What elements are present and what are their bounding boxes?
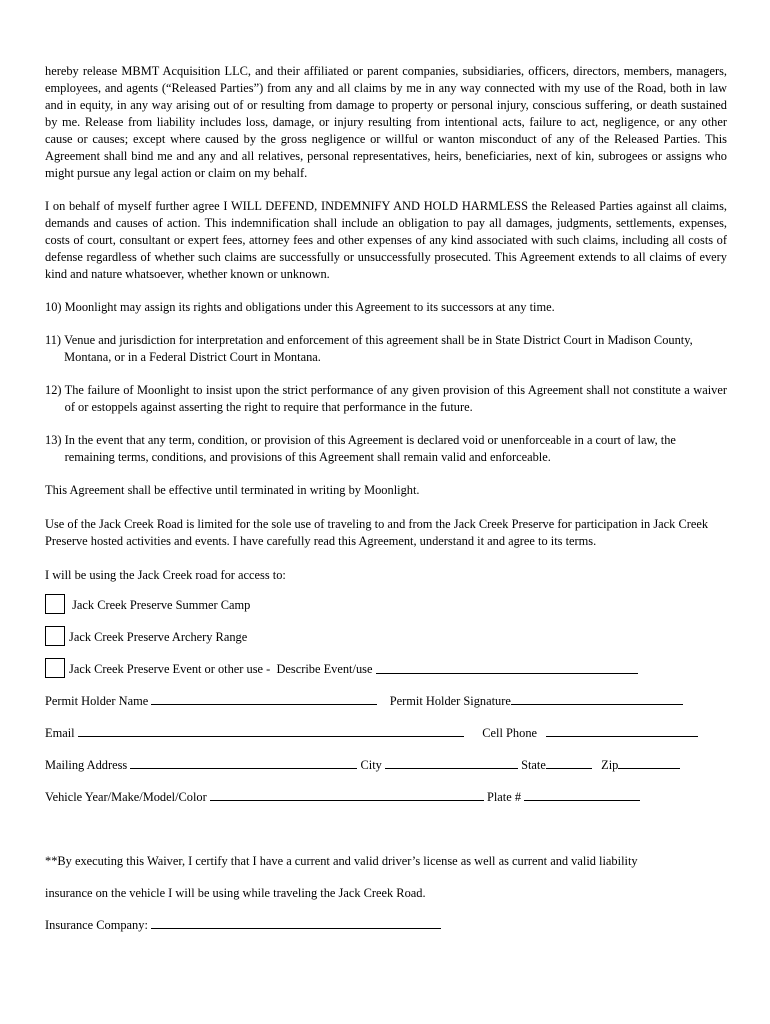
mailing-address-label: Mailing Address [45,758,128,772]
event-description-blank[interactable] [376,661,638,674]
permit-holder-row [45,692,727,710]
zip-blank[interactable] [618,756,680,769]
certify-line-1: **By executing this Waiver, I certify that I have a current and valid driver’s license as well as current and valid liability [45,854,638,868]
option-archery-range [45,629,727,646]
state-label: State [521,758,546,772]
state-blank[interactable] [546,756,592,769]
permit-holder-signature-label: Permit Holder Signature [389,694,511,708]
summer-camp-checkbox[interactable] [45,594,65,614]
waiver-page [45,63,727,934]
option-summer-camp [45,597,727,614]
plate-blank[interactable] [524,788,640,801]
email-label: Email [45,726,75,740]
vehicle-row [45,788,727,806]
option-label: Jack Creek Preserve Archery Range [69,630,248,644]
plate-label: Plate # [486,790,522,804]
vehicle-blank[interactable] [210,788,484,801]
certify-line-2: insurance on the vehicle I will be using while traveling the Jack Creek Road. [45,886,426,900]
clause-text: Moonlight may assign its rights and obligations under this Agreement to its successors at any time. [64,300,555,314]
archery-range-checkbox[interactable] [45,626,65,646]
clause-text: Venue and jurisdiction for interpretation and enforcement of this agreement shall be in State District Court in Madison County, Montana, or in a Federal District Court in Montana. [64,333,693,364]
permit-holder-name-label: Permit Holder Name [45,694,149,708]
cell-phone-label: Cell Phone [482,726,538,740]
city-blank[interactable] [385,756,518,769]
option-label: Jack Creek Preserve Summer Camp [69,598,251,612]
zip-label: Zip [601,758,619,772]
event-checkbox[interactable] [45,658,65,678]
address-row [45,756,727,774]
clause-number: 12) [45,383,65,397]
permit-holder-name-blank[interactable] [151,692,377,705]
email-row [45,724,727,742]
release-paragraph: hereby release MBMT Acquisition LLC, and their affiliated or parent companies, subsidiaries, officers, directors, members, managers, employees, and agents (“Released Parties”) from any and all claims by me in any way connected with my use of the Road, both in law and in equity, in any way arising out of or resulting from damage to property or personal injury, conscious suffering, or death sustained by me. Release from liability includes loss, damage, or injury resulting from intentional acts, failure to act, negligence, or any other cause or causes; except where caused by the gross negligence or willful or wanton misconduct of any of the Released Parties. This Agreement shall bind me and any and all relatives, personal representatives, heirs, beneficiaries, next of kin, subrogees or assigns who might pursue any legal action or claim on my behalf. [45,64,727,180]
access-prompt: I will be using the Jack Creek road for access to: [45,568,286,582]
clause-text: In the event that any term, condition, or provision of this Agreement is declared void or unenforceable in a court of law, the remaining terms, conditions, and provisions of this Agreement shall remain valid and enforceable. [64,433,676,464]
use-statement: Use of the Jack Creek Road is limited for the sole use of traveling to and from the Jack Creek Preserve for participation in Jack Creek Preserve hosted activities and events. I have carefully read this Agreement, understand it and agree to its terms. [45,517,709,548]
option-label: Jack Creek Preserve Event or other use - Describe Event/use [69,662,373,676]
clause-13 [45,432,727,466]
vehicle-label: Vehicle Year/Make/Model/Color [45,790,207,804]
clause-number: 10) [45,300,65,314]
email-blank[interactable] [78,724,464,737]
city-label: City [360,758,382,772]
insurance-row [45,916,727,934]
clause-10 [45,299,727,316]
clause-text: The failure of Moonlight to insist upon the strict performance of any given provision of this Agreement shall not constitute a waiver of or estoppels against asserting the right to require that performance in the future. [64,383,727,414]
mailing-address-blank[interactable] [130,756,357,769]
clause-11 [45,332,727,366]
effective-statement: This Agreement shall be effective until terminated in writing by Moonlight. [45,483,420,497]
insurance-company-blank[interactable] [151,916,441,929]
cell-phone-blank[interactable] [546,724,698,737]
clause-number: 13) [45,433,65,447]
clause-number: 11) [45,333,65,347]
permit-holder-signature-blank[interactable] [511,692,683,705]
clause-12 [45,382,727,416]
indemnify-paragraph: I on behalf of myself further agree I WILL DEFEND, INDEMNIFY AND HOLD HARMLESS the Released Parties against all claims, demands and causes of action. This indemnification shall include an obligation to pay all damages, judgments, settlements, expenses, costs of court, consultant or expert fees, attorney fees and other expenses of any kind associated with such claims, including all costs of defense regardless of whether such claims are successfully or unsuccessfully prosecuted. This Agreement extends to all claims of every kind and nature whatsoever, whether known or unknown. [45,199,727,281]
option-event [45,661,727,678]
insurance-company-label: Insurance Company: [45,918,148,932]
